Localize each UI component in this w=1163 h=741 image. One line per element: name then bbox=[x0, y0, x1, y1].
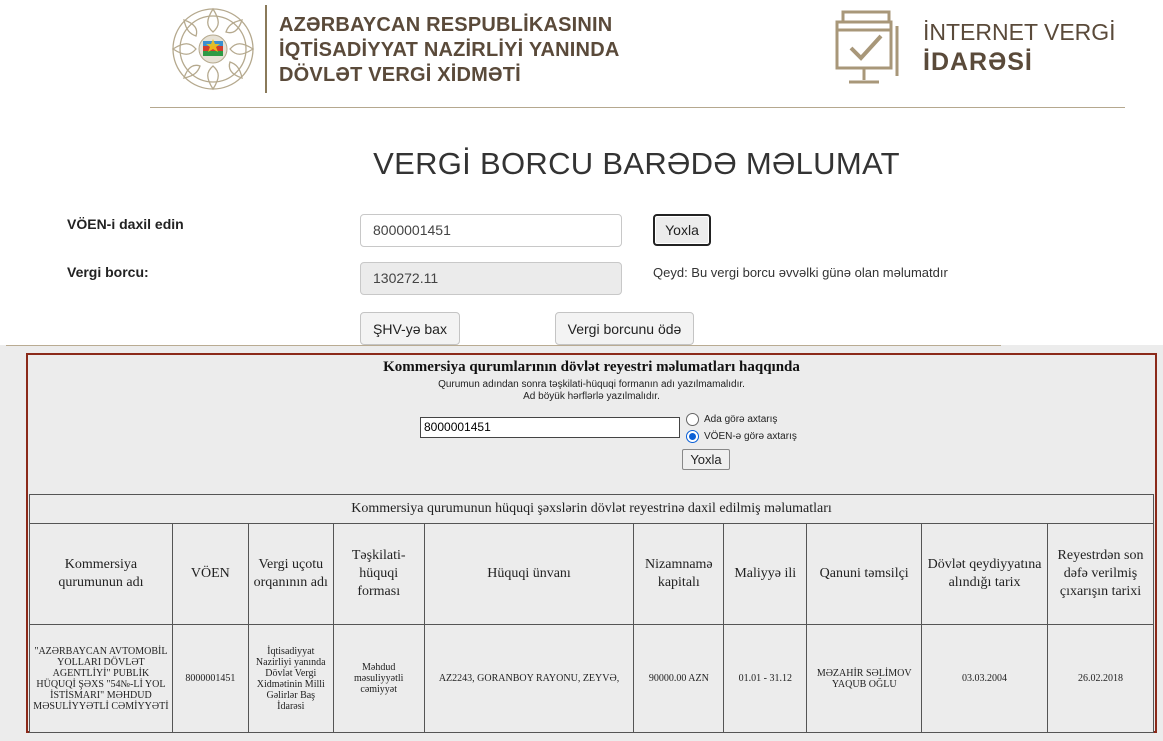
radio-button[interactable] bbox=[686, 413, 699, 426]
registry-check-button[interactable]: Yoxla bbox=[682, 449, 730, 470]
table-cell: MƏZAHİR SƏLİMOV YAQUB OĞLU bbox=[807, 625, 922, 733]
voen-label: VÖEN-i daxil edin bbox=[67, 216, 184, 232]
table-cell: 26.02.2018 bbox=[1048, 625, 1154, 733]
table-cell: Məhdud məsuliyyətli cəmiyyət bbox=[333, 625, 424, 733]
table-cell: 03.03.2004 bbox=[922, 625, 1048, 733]
tax-debt-label: Vergi borcu: bbox=[67, 264, 149, 280]
state-emblem-icon bbox=[170, 6, 256, 92]
check-debt-button[interactable]: Yoxla bbox=[653, 214, 711, 246]
org-title-line: İQTİSADİYYAT NAZİRLİYİ YANINDA bbox=[279, 39, 620, 61]
site-header bbox=[0, 0, 1163, 110]
radio-label: Ada görə axtarış bbox=[704, 414, 778, 425]
registry-header bbox=[28, 359, 1155, 403]
table-cell: "AZƏRBAYCAN AVTOMOBİL YOLLARI DÖVLƏT AGENTLİYİ" PUBLİK HÜQUQİ ŞƏXS "54№-Lİ YOL İSTİSMARI" MƏHDUD MƏSULİYYƏTLİ CƏMİYYƏTİ bbox=[30, 625, 173, 733]
radio-label: VÖEN-ə görə axtarış bbox=[704, 431, 797, 442]
internet-tax-office-logo-icon[interactable] bbox=[833, 8, 909, 90]
search-by-voen-option[interactable] bbox=[686, 430, 797, 443]
column-header: Vergi uçotu orqanının adı bbox=[248, 524, 333, 625]
page-title: VERGİ BORCU BARƏDƏ MƏLUMAT bbox=[373, 146, 900, 181]
commercial-registry-panel bbox=[26, 353, 1157, 733]
table-cell: İqtisadiyyat Nazirliyi yanında Dövlət Vergi Xidmətinin Milli Gəlirlər Baş İdarəsi bbox=[248, 625, 333, 733]
registry-top-divider bbox=[6, 345, 1001, 346]
registry-table-caption: Kommersiya qurumunun hüquqi şəxslərin dövlət reyestrinə daxil edilmiş məlumatları bbox=[30, 495, 1154, 524]
column-header: Nizamnamə kapitalı bbox=[634, 524, 724, 625]
column-header: Kommersiya qurumunun adı bbox=[30, 524, 173, 625]
debt-note: Qeyd: Bu vergi borcu əvvəlki günə olan məlumatdır bbox=[653, 265, 948, 280]
registry-search-input[interactable]: 8000001451 bbox=[420, 417, 680, 438]
ivi-title-line2: İDARƏSİ bbox=[923, 48, 1033, 76]
radio-button-selected[interactable] bbox=[686, 430, 699, 443]
column-header: Maliyyə ili bbox=[724, 524, 807, 625]
column-header: VÖEN bbox=[172, 524, 248, 625]
pay-debt-button[interactable]: Vergi borcunu ödə bbox=[555, 312, 694, 345]
registry-note-line: Ad böyük hərflərlə yazılmalıdır. bbox=[523, 391, 660, 402]
search-by-name-option[interactable] bbox=[686, 413, 777, 426]
header-bottom-divider bbox=[150, 107, 1125, 108]
table-row bbox=[30, 625, 1154, 733]
column-header: Təşkilati-hüquqi forması bbox=[333, 524, 424, 625]
header-divider bbox=[265, 5, 267, 93]
table-cell: 90000.00 AZN bbox=[634, 625, 724, 733]
registry-note bbox=[28, 379, 1155, 403]
table-cell: 01.01 - 31.12 bbox=[724, 625, 807, 733]
ivi-title-line1: İNTERNET VERGİ bbox=[923, 19, 1116, 45]
column-header: Hüquqi ünvanı bbox=[424, 524, 634, 625]
registry-table bbox=[29, 494, 1154, 733]
column-header: Reyestrdən son dəfə verilmiş çıxarışın tarixi bbox=[1048, 524, 1154, 625]
tax-debt-field: 130272.11 bbox=[360, 262, 622, 295]
organization-title bbox=[279, 13, 620, 88]
column-header: Dövlət qeydiyyatına alındığı tarix bbox=[922, 524, 1048, 625]
registry-title: Kommersiya qurumlarının dövlət reyestri məlumatları haqqında bbox=[383, 359, 800, 375]
org-title-line: AZƏRBAYCAN RESPUBLİKASININ bbox=[279, 14, 613, 36]
column-header: Qanuni təmsilçi bbox=[807, 524, 922, 625]
org-title-line: DÖVLƏT VERGİ XİDMƏTİ bbox=[279, 64, 521, 86]
view-shv-button[interactable]: ŞHV-yə bax bbox=[360, 312, 460, 345]
table-cell: AZ2243, GORANBOY RAYONU, ZEYVƏ, bbox=[424, 625, 634, 733]
voen-input[interactable]: 8000001451 bbox=[360, 214, 622, 247]
registry-note-line: Qurumun adından sonra təşkilati-hüquqi formanın adı yazılmamalıdır. bbox=[438, 379, 745, 390]
table-cell: 8000001451 bbox=[172, 625, 248, 733]
internet-tax-office-title bbox=[923, 17, 1116, 77]
